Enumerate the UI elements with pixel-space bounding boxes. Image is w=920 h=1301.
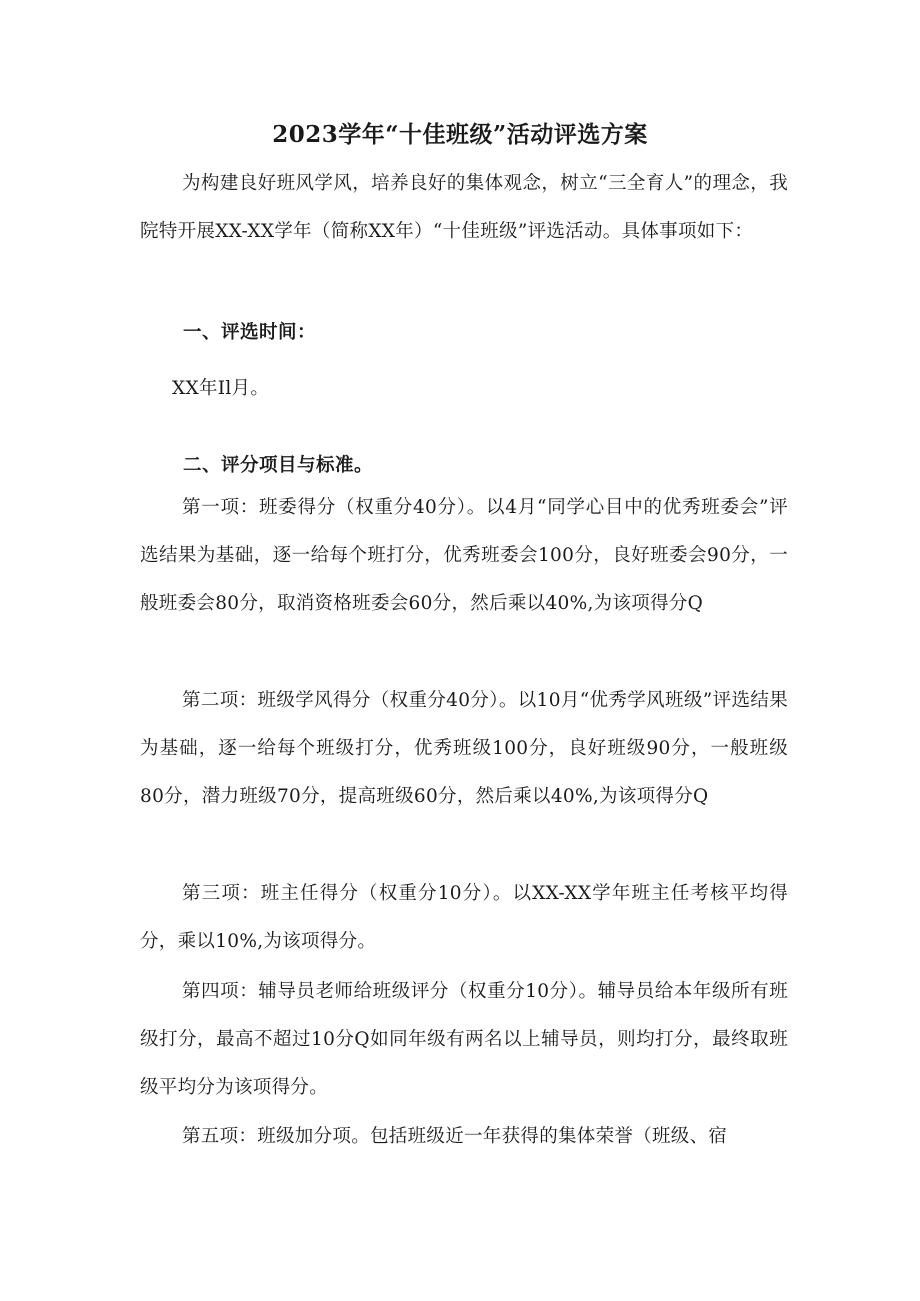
document-title: 2023学年“十佳班级”活动评选方案 [272, 121, 648, 148]
criteria-item-3: 第三项：班主任得分（权重分10分）。以XX-XX学年班主任考核平均得分，乘以10%,为该项得分。 [140, 883, 788, 952]
intro-paragraph: 为构建良好班风学风，培养良好的集体观念，树立“三全育人”的理念，我院特开展XX-XX学年（简称XX年）“十佳班级”评选活动。具体事项如下： [140, 173, 788, 242]
criteria-item-2: 第二项：班级学风得分（权重分40分）。以10月“优秀学风班级”评选结果为基础，逐一给每个班级打分，优秀班级100分，良好班级90分，一般班级80分，潜力班级70分，提高班级60分，然后乘以40%,为该项得分Q [140, 690, 788, 807]
criteria-item-5: 第五项：班级加分项。包括班级近一年获得的集体荣誉（班级、宿 [182, 1126, 728, 1147]
section-heading-criteria: 二、评分项目与标准。 [183, 455, 374, 476]
section-heading-time: 一、评选时间： [183, 322, 317, 343]
evaluation-time-text: XX年Il月。 [172, 378, 270, 399]
criteria-item-4: 第四项：辅导员老师给班级评分（权重分10分）。辅导员给本年级所有班级打分，最高不超过10分Q如同年级有两名以上辅导员，则均打分，最终取班级平均分为该项得分。 [140, 981, 788, 1098]
criteria-item-1: 第一项：班委得分（权重分40分）。以4月“同学心目中的优秀班委会”评选结果为基础，逐一给每个班打分，优秀班委会100分，良好班委会90分，一般班委会80分，取消资格班委会60分，然后乘以40%,为该项得分Q [140, 497, 788, 614]
